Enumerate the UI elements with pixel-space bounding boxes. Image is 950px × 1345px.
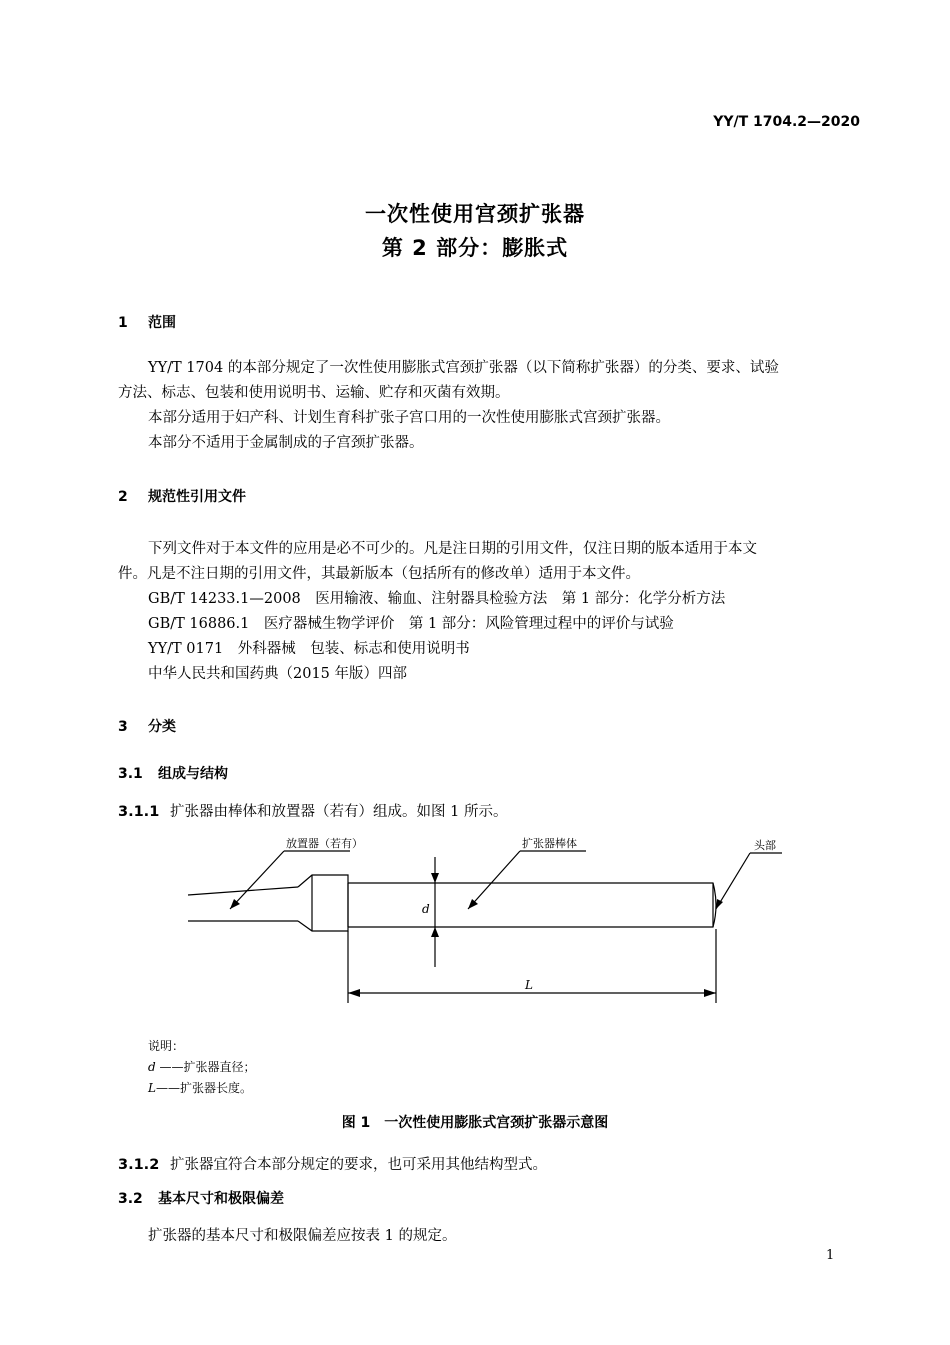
section-title: 范围 [148,315,176,331]
length-arrow-left [348,989,360,997]
head-label: 头部 [754,839,776,852]
paragraph: 件。凡是不注日期的引用文件，其最新版本（包括所有的修改单）适用于本文件。 [118,566,640,582]
paragraph: 本部分适用于妇产科、计划生育科扩张子宫口用的一次性使用膨胀式宫颈扩张器。 [148,410,670,426]
paragraph: 下列文件对于本文件的应用是必不可少的。凡是注日期的引用文件，仅注日期的版本适用于本文 [148,541,757,557]
legend-title: 说明： [148,1039,185,1053]
head-leader-arrow [716,899,723,909]
reference-item: GB/T 16886.1 医疗器械生物学评价 第 1 部分：风险管理过程中的评价与试验 [148,616,674,632]
reference-item: GB/T 14233.1—2008 医用输液、输血、注射器具检验方法 第 1 部分：化学分析方法 [148,591,726,607]
subsection-title: 组成与结构 [158,766,228,782]
rod-body [348,883,716,927]
subsection-3-2-text: 扩张器的基本尺寸和极限偏差应按表 1 的规定。 [148,1228,457,1244]
subsection-text: 扩张器由棒体和放置器（若有）组成。如图 1 所示。 [170,804,508,820]
dilator-figure [170,825,810,1015]
placer-cone [298,875,348,931]
document-title: 一次性使用宫颈扩张器 [365,202,585,226]
subsection-3-1-2 [118,1153,547,1174]
section-1-heading [118,312,176,332]
diameter-arrow-top [431,873,439,883]
subsection-number: 3.1.1 [118,804,160,820]
figure-legend [148,1036,256,1099]
subsection-text: 扩张器宜符合本部分规定的要求，也可采用其他结构型式。 [170,1157,547,1173]
subsection-3-2-heading [118,1188,284,1208]
section-title: 规范性引用文件 [148,489,246,505]
legend-text: ——扩张器长度。 [155,1081,252,1095]
placer-leader [230,851,284,909]
subsection-number: 3.2 [118,1191,143,1207]
section-3-heading [118,716,176,736]
placer-label: 放置器（若有） [286,837,363,850]
section-2-heading [118,486,246,506]
rod-leader [468,851,520,909]
subsection-number: 3.1 [118,766,143,782]
figure-caption: 图 1 一次性使用膨胀式宫颈扩张器示意图 [341,1115,609,1131]
reference-item: 中华人民共和国药典（2015 年版）四部 [148,666,408,682]
subsection-number: 3.1.2 [118,1157,160,1173]
legend-text: ——扩张器直径； [159,1060,256,1074]
legend-symbol: d [148,1060,156,1074]
reference-item: YY/T 0171 外科器械 包装、标志和使用说明书 [148,641,470,657]
document-subtitle: 第 2 部分：膨胀式 [381,236,569,260]
legend-item [148,1078,256,1099]
diameter-symbol: d [422,902,430,916]
subsection-3-1-1 [118,800,507,821]
legend-symbol: L [148,1081,156,1095]
diameter-arrow-bottom [431,927,439,937]
length-arrow-right [704,989,716,997]
subsection-title: 基本尺寸和极限偏差 [158,1191,284,1207]
length-symbol: L [525,978,533,992]
subsection-3-1-heading [118,763,228,783]
section-number: 2 [118,489,128,505]
section-number: 3 [118,719,128,735]
head-leader [716,853,750,909]
section-title: 分类 [148,719,176,735]
page-number: 1 [826,1248,835,1263]
placer-top-edge [188,887,298,895]
paragraph: YY/T 1704 的本部分规定了一次性使用膨胀式宫颈扩张器（以下简称扩张器）的分类、要求、试验 [148,360,779,376]
section-number: 1 [118,315,128,331]
rod-leader-arrow [468,899,478,909]
paragraph: 本部分不适用于金属制成的子宫颈扩张器。 [148,435,424,451]
legend-item [148,1057,256,1078]
section-2-body [118,537,858,687]
paragraph: 方法、标志、包装和使用说明书、运输、贮存和灭菌有效期。 [118,385,510,401]
standard-code: YY/T 1704.2—2020 [713,114,860,130]
section-1-body [118,356,858,456]
rod-label: 扩张器棒体 [522,837,577,850]
